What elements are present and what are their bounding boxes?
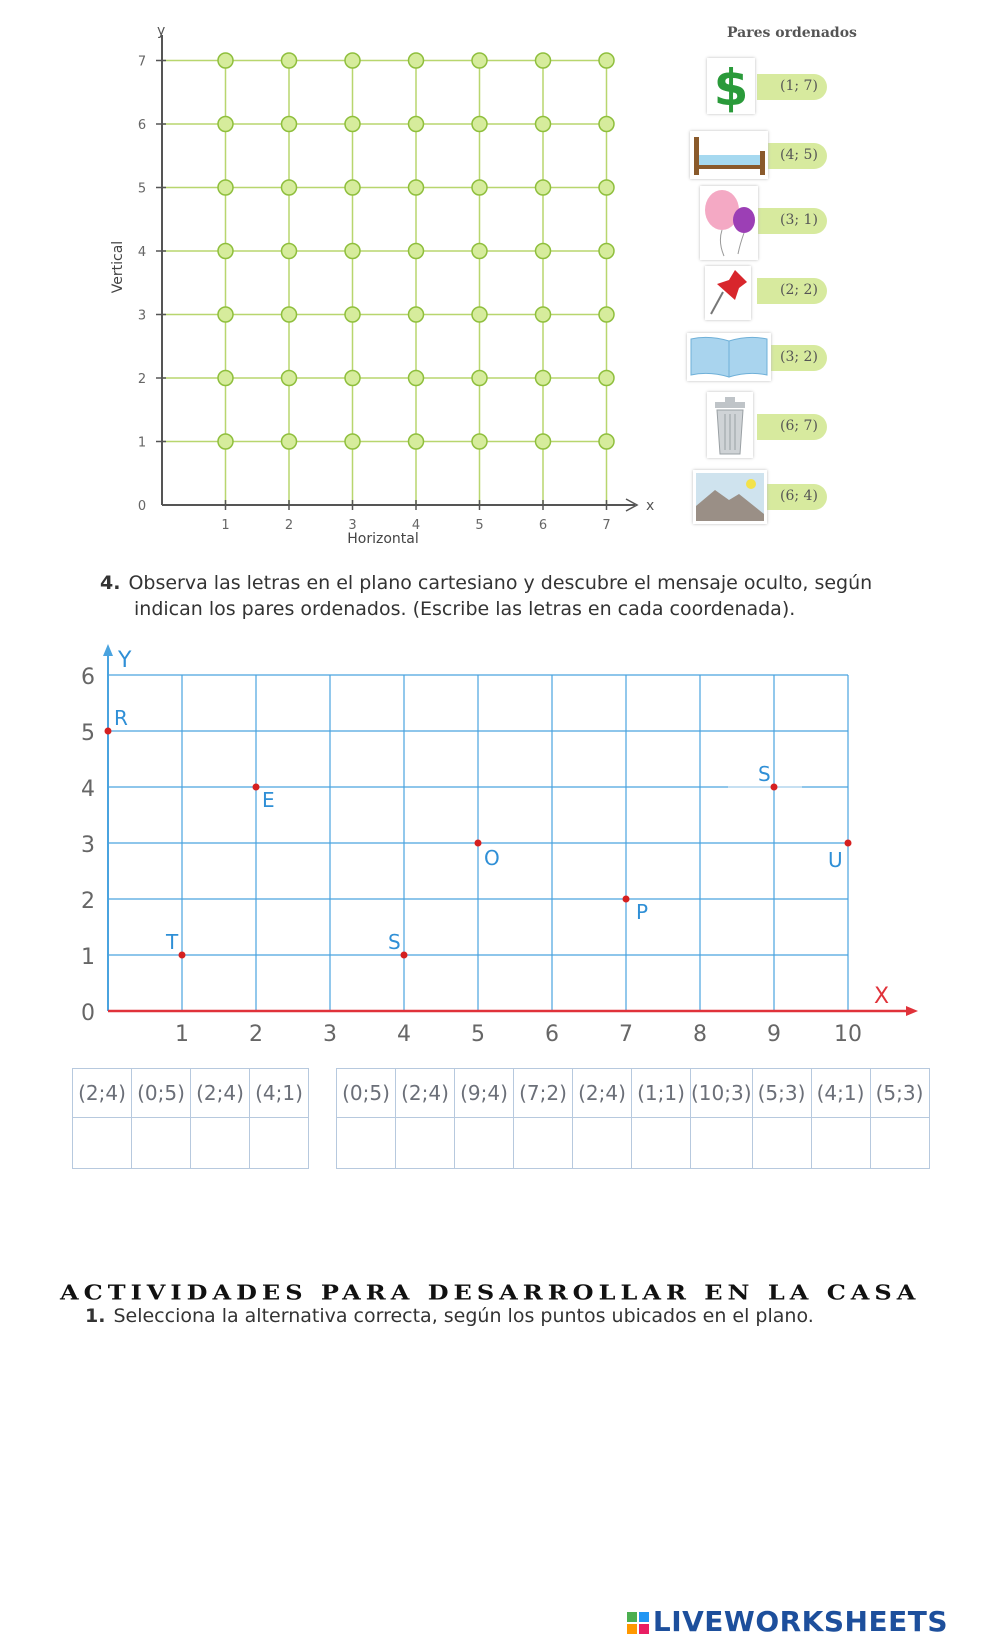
coordinate-cell: (0;5)	[337, 1069, 396, 1118]
grid-dot	[536, 53, 551, 68]
y-tick-label: 4	[137, 245, 147, 260]
coordinate-cell: (5;3)	[752, 1069, 811, 1118]
grid-dot	[536, 244, 551, 259]
y-tick-label: 0	[137, 499, 147, 514]
grid-dot	[218, 371, 233, 386]
grid-dot	[599, 307, 614, 322]
question-4	[100, 570, 920, 622]
y-tick-label: 3	[81, 833, 95, 858]
point-label: E	[262, 788, 275, 812]
grid-dot	[472, 434, 487, 449]
data-point	[845, 840, 852, 847]
grid-dot	[409, 180, 424, 195]
x-tick-label: 8	[693, 1022, 707, 1047]
liveworksheets-mark-icon	[627, 1612, 649, 1634]
y-tick-label: 6	[81, 665, 95, 690]
data-point	[475, 840, 482, 847]
grid-dot	[282, 307, 297, 322]
question-text-line2: indican los pares ordenados. (Escribe las letras en cada coordenada).	[134, 598, 796, 620]
coordinate-cell: (2;4)	[73, 1069, 132, 1118]
coordinate-cell: (4;1)	[250, 1069, 309, 1118]
pair-value: (2; 2)	[780, 282, 818, 298]
x-tick-label: 5	[471, 1022, 485, 1047]
trash-can-icon	[707, 392, 753, 458]
home-question-1	[85, 1303, 945, 1329]
answer-cell[interactable]	[73, 1118, 132, 1169]
grid-dot	[345, 307, 360, 322]
grid-dot	[472, 244, 487, 259]
point-label: P	[636, 900, 649, 924]
book-icon	[687, 333, 771, 381]
grid-dot	[472, 53, 487, 68]
grid-dot	[218, 434, 233, 449]
answer-input[interactable]	[573, 1120, 631, 1166]
coordinate-row	[337, 1069, 930, 1118]
y-axis-arrow	[103, 644, 113, 656]
grid-dot	[472, 117, 487, 132]
y-tick-label: 7	[137, 54, 147, 70]
x-tick-label: 4	[397, 1022, 411, 1047]
grid-dot	[409, 117, 424, 132]
x-axis-letter: x	[646, 498, 655, 514]
grid-dot	[409, 53, 424, 68]
bed-icon	[690, 131, 768, 179]
grid-dot	[218, 244, 233, 259]
pair-item	[685, 56, 835, 116]
grid-dot	[599, 180, 614, 195]
point-label: S	[758, 762, 771, 786]
pair-value: (4; 5)	[780, 147, 818, 163]
y-tick-label: 5	[137, 181, 147, 197]
grid-dot	[218, 307, 233, 322]
answer-input[interactable]	[73, 1120, 131, 1166]
grid-dot	[599, 117, 614, 132]
grid-dot	[409, 434, 424, 449]
data-point	[771, 784, 778, 791]
landscape-icon	[693, 470, 767, 524]
question-text: Selecciona la alternativa correcta, según los puntos ubicados en el plano.	[113, 1305, 814, 1327]
pair-value: (6; 7)	[780, 418, 818, 434]
grid-dot	[282, 371, 297, 386]
x-axis-arrow	[906, 1006, 918, 1016]
ordered-pairs-title: Pares ordenados	[727, 25, 857, 41]
pair-item	[685, 125, 835, 185]
x-tick-label: 4	[411, 518, 421, 533]
data-point	[105, 728, 112, 735]
x-tick-label: 1	[175, 1022, 189, 1047]
answer-input[interactable]	[632, 1120, 690, 1166]
point-label: R	[114, 706, 128, 730]
answer-cell[interactable]	[752, 1118, 811, 1169]
x-tick-label: 6	[545, 1022, 559, 1047]
answer-cell[interactable]	[396, 1118, 455, 1169]
grid-dot	[409, 371, 424, 386]
answer-input[interactable]	[396, 1120, 454, 1166]
coordinate-cell: (2;4)	[191, 1069, 250, 1118]
grid-dot	[282, 117, 297, 132]
dollar-icon	[707, 58, 755, 114]
coordinate-cell: (0;5)	[132, 1069, 191, 1118]
coordinate-cell: (7;2)	[514, 1069, 573, 1118]
answer-row	[337, 1118, 930, 1169]
x-tick-label: 5	[475, 518, 484, 533]
grid-dot	[218, 180, 233, 195]
answer-input[interactable]	[337, 1120, 395, 1166]
answer-cell[interactable]	[455, 1118, 514, 1169]
y-tick-label: 4	[81, 777, 95, 802]
coordinate-cell: (5;3)	[870, 1069, 929, 1118]
answer-input[interactable]	[250, 1120, 308, 1166]
question-number: 4.	[100, 572, 121, 594]
grid-dot	[472, 180, 487, 195]
answer-cell[interactable]	[191, 1118, 250, 1169]
grid-dot	[536, 117, 551, 132]
pair-value: (3; 1)	[780, 212, 818, 228]
answer-input[interactable]	[753, 1120, 811, 1166]
answer-cell[interactable]	[514, 1118, 573, 1169]
x-tick-label: 1	[221, 518, 230, 533]
grid-dot	[282, 244, 297, 259]
answer-row	[73, 1118, 309, 1169]
pair-item	[685, 186, 835, 260]
home-activities-heading: ACTIVIDADES PARA DESARROLLAR EN LA CASA	[60, 1280, 921, 1305]
x-tick-label: 6	[538, 518, 548, 533]
grid-dot	[536, 371, 551, 386]
answer-cell[interactable]	[691, 1118, 753, 1169]
answer-cell[interactable]	[250, 1118, 309, 1169]
coordinate-cell: (1;1)	[632, 1069, 691, 1118]
answer-table-word1	[72, 1068, 309, 1169]
grid-dot	[345, 53, 360, 68]
grid-dot	[536, 307, 551, 322]
grid-dot	[282, 434, 297, 449]
data-point	[179, 952, 186, 959]
point-label: O	[484, 846, 500, 870]
data-point	[623, 896, 630, 903]
answer-cell[interactable]	[632, 1118, 691, 1169]
answer-cell[interactable]	[337, 1118, 396, 1169]
y-tick-label: 6	[137, 118, 147, 133]
x-tick-label: 9	[767, 1022, 781, 1047]
grid-dot	[599, 434, 614, 449]
answer-input[interactable]	[692, 1120, 750, 1166]
grid-dot	[345, 434, 360, 449]
grid-dot	[345, 180, 360, 195]
y-tick-label: 5	[81, 721, 95, 746]
y-tick-label: 2	[81, 889, 95, 914]
x-tick-label: 7	[602, 518, 611, 533]
coordinate-cell: (2;4)	[573, 1069, 632, 1118]
grid-dot	[409, 244, 424, 259]
x-tick-label: 2	[284, 518, 294, 533]
grid-dot	[282, 53, 297, 68]
answer-input[interactable]	[514, 1120, 572, 1166]
pair-value: (1; 7)	[780, 78, 818, 94]
y-axis-title: Y	[118, 648, 132, 673]
coordinate-row	[73, 1069, 309, 1118]
y-tick-label: 1	[81, 945, 95, 970]
grid-dot	[599, 371, 614, 386]
y-axis-label: Vertical	[110, 240, 126, 294]
grid-dot	[218, 117, 233, 132]
y-tick-label: 1	[137, 435, 147, 451]
grid-dot	[599, 53, 614, 68]
cartesian-letters-chart	[70, 640, 940, 1060]
answer-table-word2	[336, 1068, 930, 1169]
green-grid-chart	[100, 15, 670, 560]
y-tick-label: 2	[137, 372, 147, 387]
answer-cell[interactable]	[870, 1118, 929, 1169]
answer-input[interactable]	[132, 1120, 190, 1166]
answer-cell[interactable]	[811, 1118, 870, 1169]
point-label: U	[828, 848, 843, 872]
pair-item	[685, 266, 835, 322]
answer-input[interactable]	[812, 1120, 870, 1166]
x-axis-label: Horizontal	[347, 531, 419, 547]
point-label: T	[166, 930, 179, 954]
pair-item	[685, 333, 835, 385]
grid-dot	[345, 117, 360, 132]
data-point	[401, 952, 408, 959]
x-axis-title: X	[874, 984, 890, 1009]
coordinate-cell: (10;3)	[691, 1069, 753, 1118]
x-tick-label: 7	[619, 1022, 633, 1047]
y-axis-letter: y	[157, 23, 166, 39]
data-point	[253, 784, 260, 791]
grid-dot	[536, 180, 551, 195]
grid-dot	[345, 371, 360, 386]
y-tick-label: 3	[137, 308, 147, 324]
grid-dot	[409, 307, 424, 322]
svg-text:$: $	[713, 59, 749, 114]
x-tick-label: 3	[323, 1022, 337, 1047]
answer-input[interactable]	[455, 1120, 513, 1166]
grid-dot	[472, 307, 487, 322]
point-label: S	[388, 930, 401, 954]
answer-cell[interactable]	[132, 1118, 191, 1169]
pair-item	[685, 392, 835, 460]
grid-dot	[536, 434, 551, 449]
coordinate-cell: (2;4)	[396, 1069, 455, 1118]
coordinate-cell: (4;1)	[811, 1069, 870, 1118]
answer-input[interactable]	[871, 1120, 929, 1166]
answer-input[interactable]	[191, 1120, 249, 1166]
pushpin-icon	[705, 266, 751, 320]
x-tick-label: 2	[249, 1022, 263, 1047]
x-tick-label: 3	[348, 518, 357, 533]
coordinate-cell: (9;4)	[455, 1069, 514, 1118]
grid-dot	[472, 371, 487, 386]
answer-cell[interactable]	[573, 1118, 632, 1169]
grid-dot	[218, 53, 233, 68]
grid-dot	[345, 244, 360, 259]
balloons-icon	[700, 186, 758, 260]
pair-value: (3; 2)	[780, 349, 818, 365]
question-text-line1: Observa las letras en el plano cartesiano y descubre el mensaje oculto, según	[128, 572, 873, 594]
grid-dot	[282, 180, 297, 195]
question-number: 1.	[85, 1305, 106, 1327]
grid-dot	[599, 244, 614, 259]
x-tick-label: 10	[834, 1022, 862, 1047]
logo-text: LIVEWORKSHEETS	[652, 1605, 948, 1638]
y-tick-label: 0	[81, 1001, 95, 1026]
pair-item	[685, 470, 835, 526]
liveworksheets-logo	[627, 1605, 948, 1638]
pair-value: (6; 4)	[780, 488, 818, 504]
